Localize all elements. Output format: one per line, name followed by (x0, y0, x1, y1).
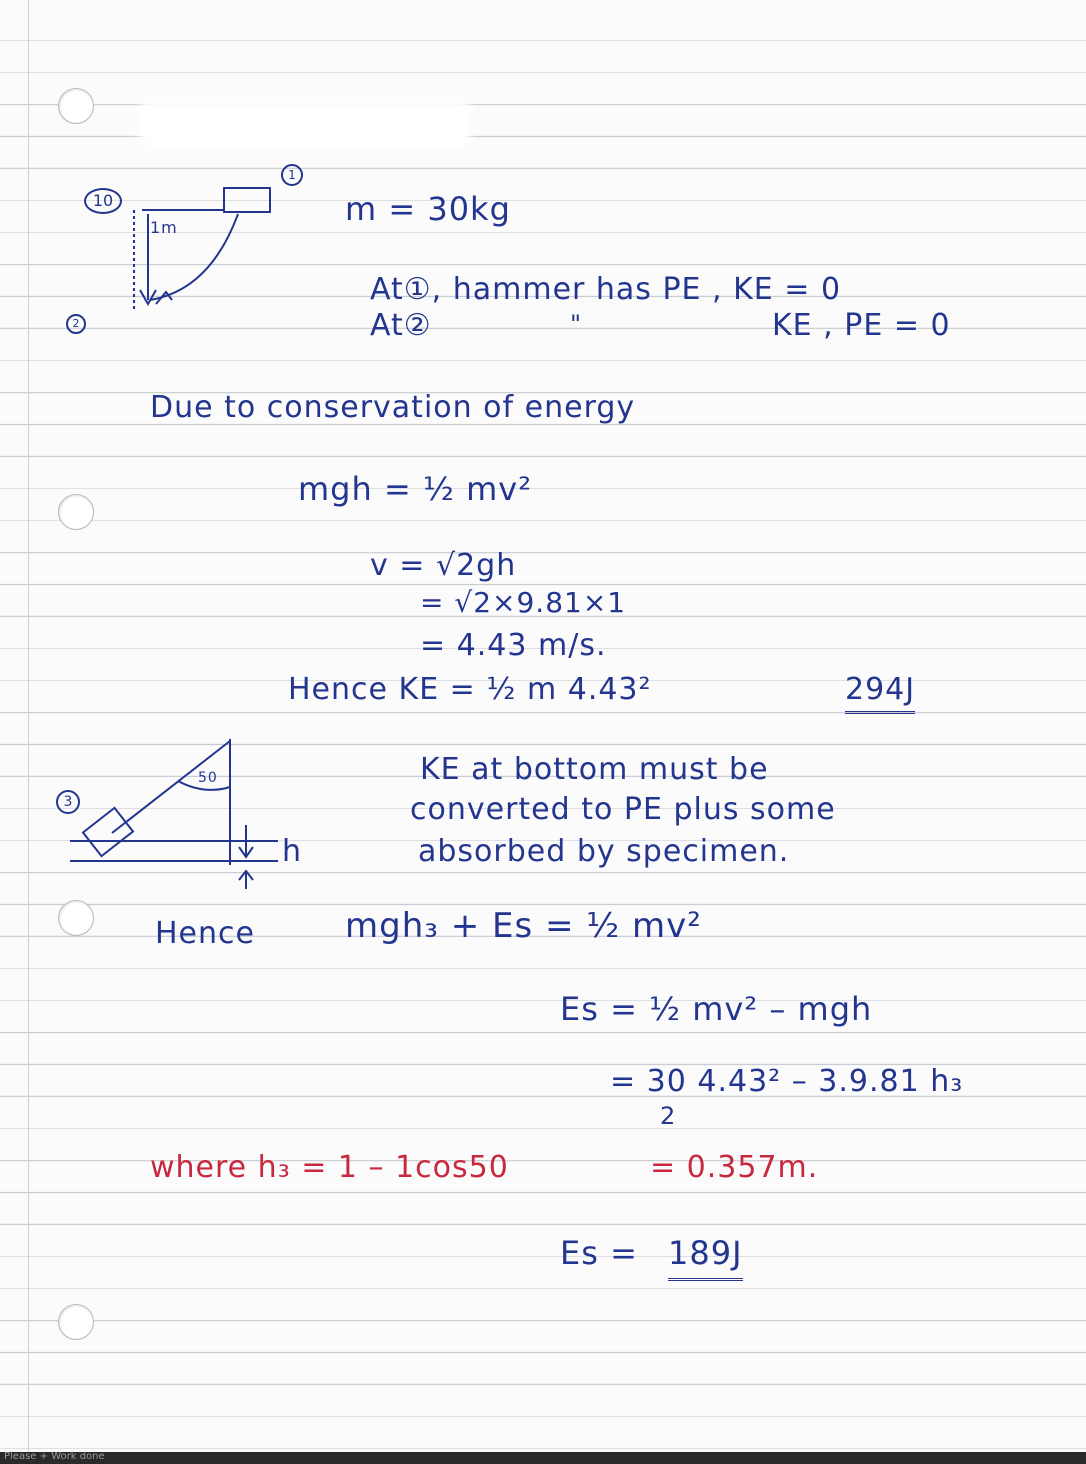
impact-diagram (70, 735, 330, 895)
point-1-marker: 1 (281, 164, 303, 186)
bottom-bar (0, 1452, 1086, 1464)
ditto-mark: " (570, 310, 583, 338)
footer-text: Please + Work done (4, 1451, 105, 1462)
mass-line: m = 30kg (345, 190, 511, 228)
equation-es-substitution: = 30 4.43² – 3.9.81 h₃ (610, 1064, 964, 1099)
at-point2-prefix: At② (370, 308, 432, 343)
equation-substitution: = √2×9.81×1 (420, 586, 627, 619)
ke-note-3: absorbed by specimen. (418, 834, 790, 869)
equation-energy-balance: mgh₃ + Es = ½ mv² (345, 906, 702, 946)
punch-hole (58, 900, 94, 936)
at-point2-rest: KE , PE = 0 (772, 308, 951, 343)
where-line: where h₃ = 1 – 1cos50 (150, 1150, 509, 1185)
at-point1-line: At①, hammer has PE , KE = 0 (370, 272, 842, 307)
redacted-region (140, 98, 470, 150)
punch-hole (58, 1304, 94, 1340)
pendulum-diagram (120, 180, 280, 320)
height-label: h (282, 834, 303, 869)
ke-note-1: KE at bottom must be (420, 752, 769, 787)
ke-note-2: converted to PE plus some (410, 792, 836, 827)
equation-es-denominator: 2 (660, 1102, 677, 1130)
equation-velocity-result: = 4.43 m/s. (420, 628, 607, 663)
margin-line (28, 0, 29, 1452)
point-2-marker: 2 (66, 314, 86, 334)
conservation-line: Due to conservation of energy (150, 390, 636, 425)
punch-hole (58, 494, 94, 530)
punch-hole (58, 88, 94, 124)
length-label: 1m (150, 218, 178, 237)
hence-ke-line: Hence KE = ½ m 4.43² (288, 672, 652, 707)
ke-result: 294J (845, 672, 915, 714)
equation-energy: mgh = ½ mv² (298, 470, 533, 508)
hence-label: Hence (155, 916, 255, 951)
es-result: 189J (668, 1234, 743, 1281)
where-result: = 0.357m. (650, 1150, 819, 1185)
es-label: Es = (560, 1234, 638, 1272)
angle-label: 50 (198, 770, 218, 786)
question-marker-3: 3 (56, 790, 80, 814)
equation-es: Es = ½ mv² – mgh (560, 990, 873, 1028)
equation-velocity: v = √2gh (370, 548, 517, 583)
question-marker-10: 10 (84, 188, 122, 214)
